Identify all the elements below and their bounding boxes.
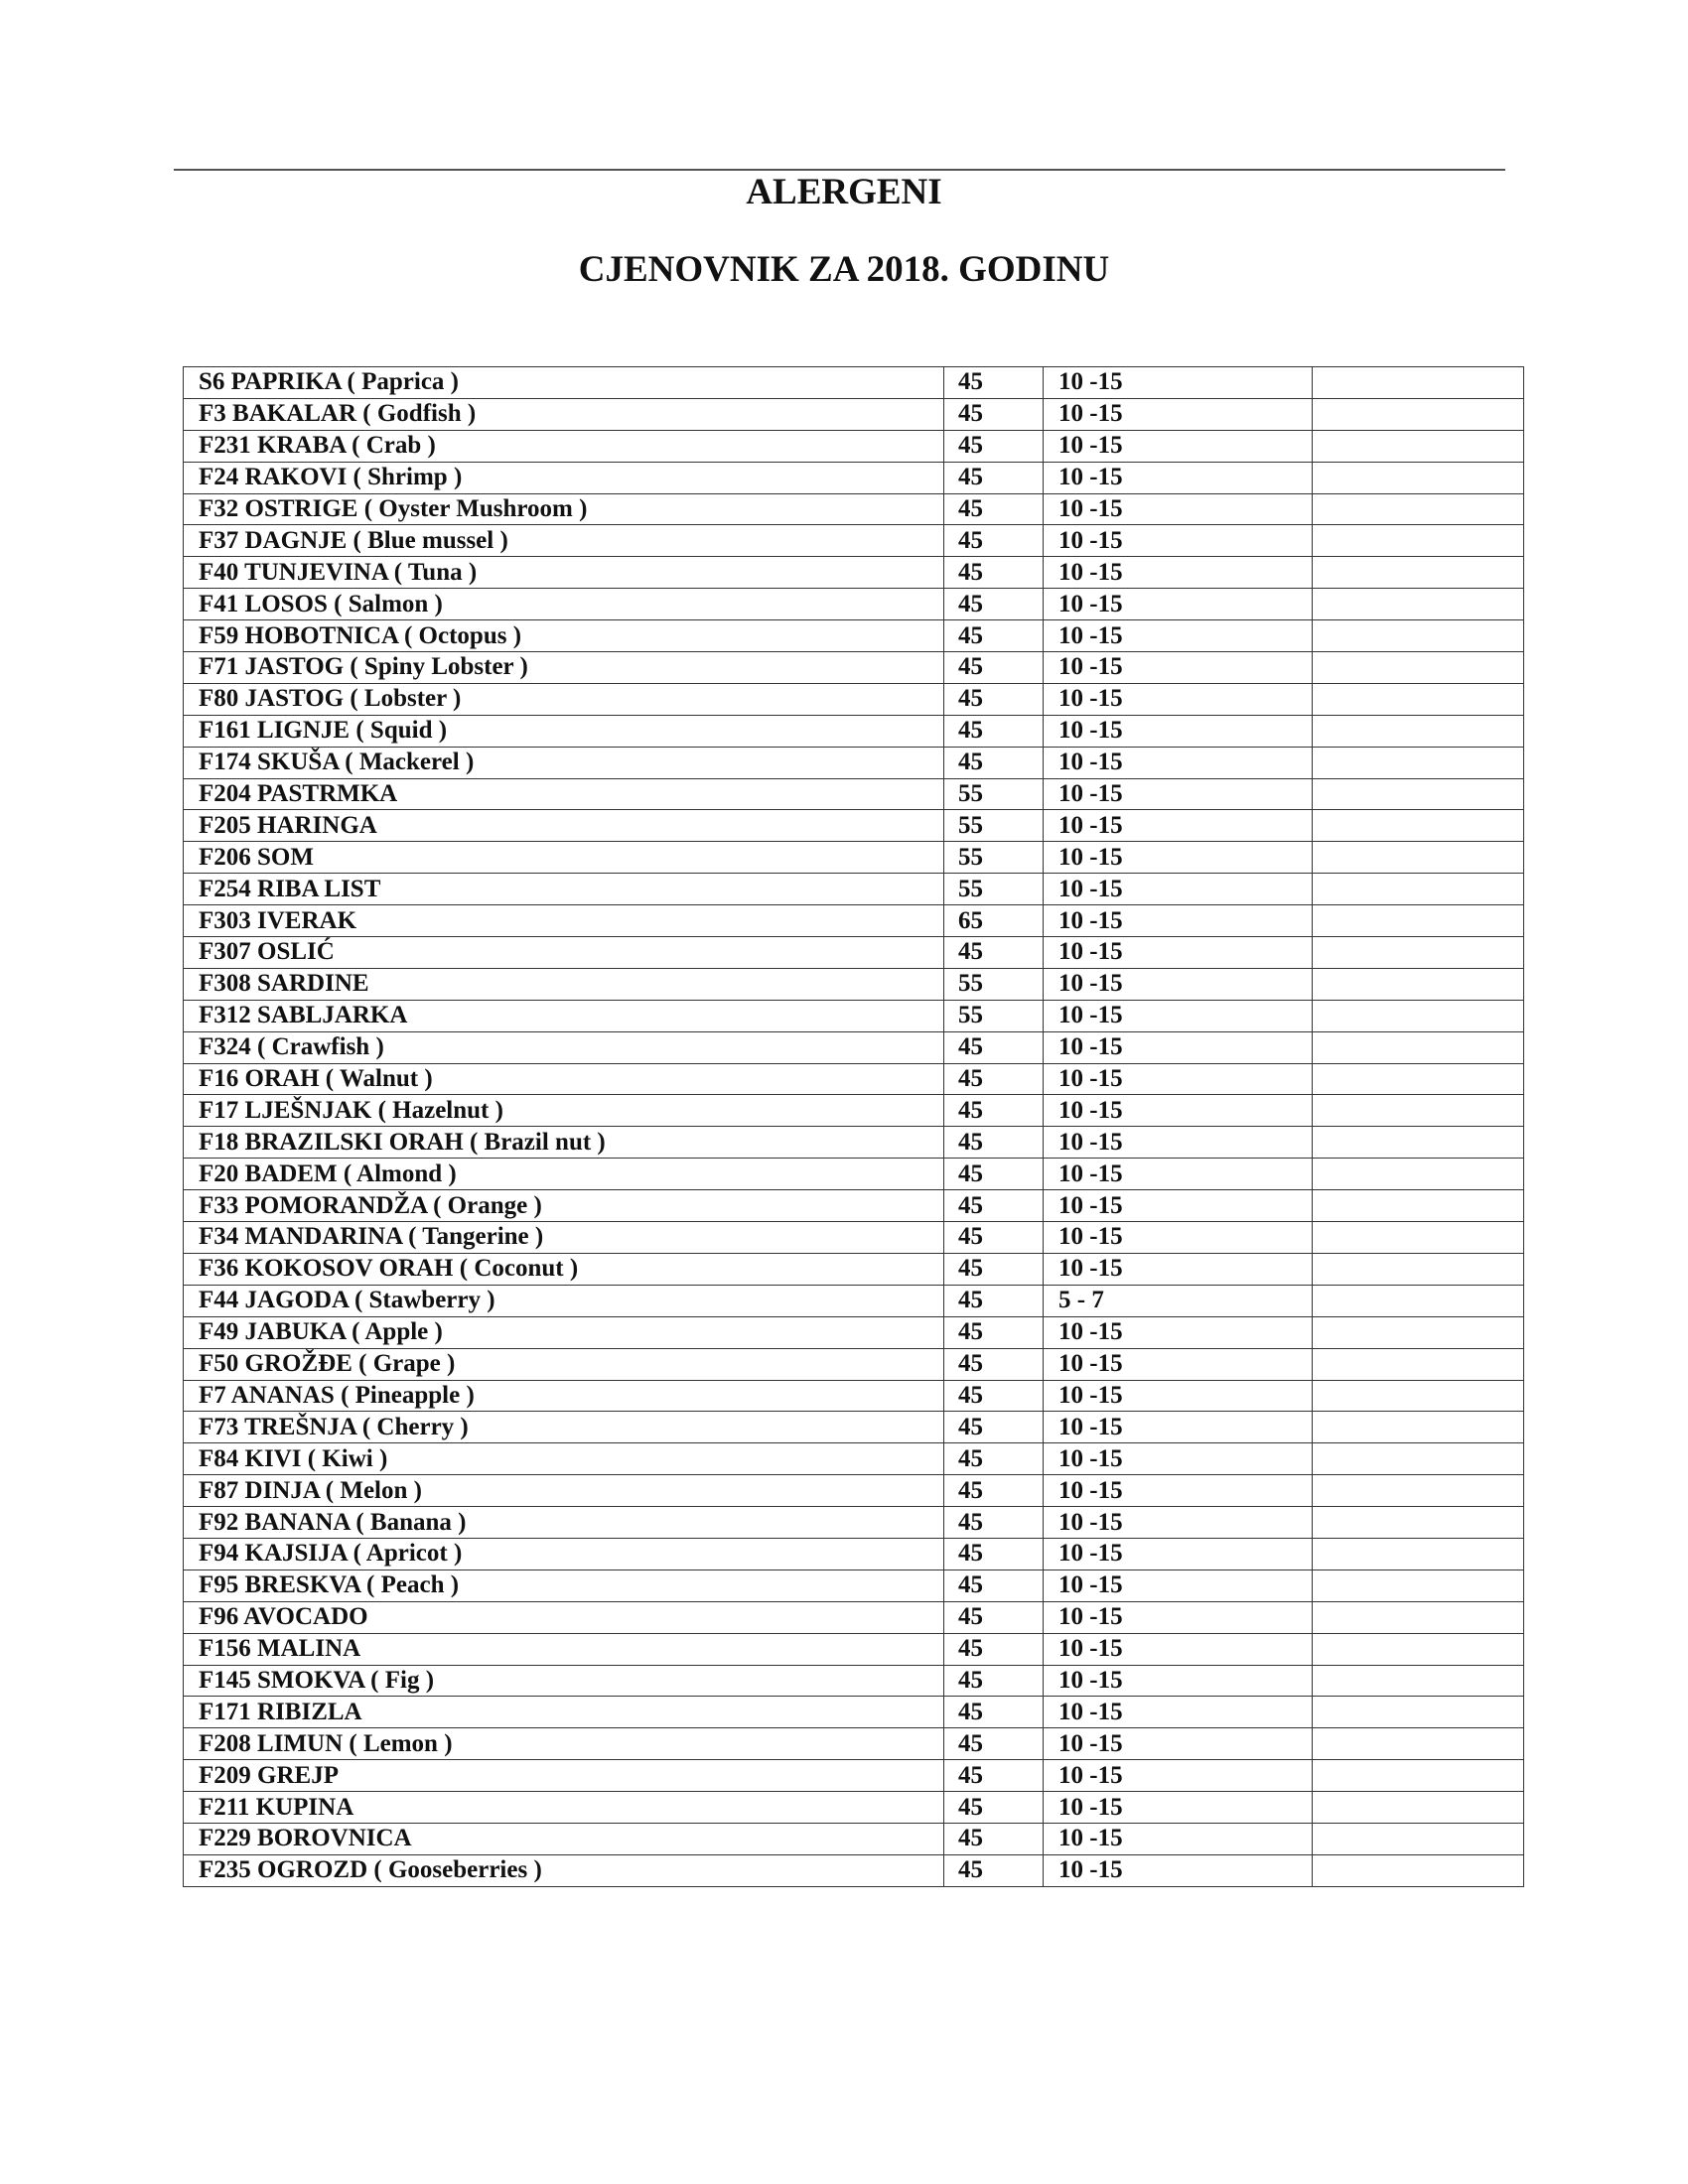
allergen-name-cell: F3 BAKALAR ( Godfish ) [184, 398, 944, 430]
range-cell: 10 -15 [1044, 1854, 1313, 1886]
price-cell: 45 [944, 1348, 1044, 1380]
price-cell: 55 [944, 874, 1044, 905]
price-cell: 45 [944, 367, 1044, 399]
allergen-name-cell: F7 ANANAS ( Pineapple ) [184, 1380, 944, 1412]
allergen-name-cell: F24 RAKOVI ( Shrimp ) [184, 462, 944, 493]
range-cell: 10 -15 [1044, 1697, 1313, 1728]
allergen-name-cell: F303 IVERAK [184, 905, 944, 937]
table-row [184, 398, 1524, 430]
price-cell: 45 [944, 652, 1044, 684]
range-cell: 10 -15 [1044, 1031, 1313, 1063]
table-row [184, 1031, 1524, 1063]
price-cell: 45 [944, 1285, 1044, 1316]
range-cell: 10 -15 [1044, 1601, 1313, 1633]
allergen-name-cell: F308 SARDINE [184, 968, 944, 1000]
note-cell [1313, 874, 1524, 905]
allergen-name-cell: F174 SKUŠA ( Mackerel ) [184, 747, 944, 778]
allergen-name-cell: F34 MANDARINA ( Tangerine ) [184, 1222, 944, 1254]
allergen-name-cell: F59 HOBOTNICA ( Octopus ) [184, 620, 944, 652]
price-cell: 45 [944, 1854, 1044, 1886]
allergen-name-cell: F20 BADEM ( Almond ) [184, 1159, 944, 1190]
allergen-name-cell: F254 RIBA LIST [184, 874, 944, 905]
note-cell [1313, 1222, 1524, 1254]
allergen-name-cell: F49 JABUKA ( Apple ) [184, 1316, 944, 1348]
note-cell [1313, 398, 1524, 430]
note-cell [1313, 683, 1524, 715]
price-cell: 45 [944, 1475, 1044, 1507]
table-row [184, 1380, 1524, 1412]
table-row [184, 1412, 1524, 1443]
range-cell: 10 -15 [1044, 557, 1313, 589]
note-cell [1313, 905, 1524, 937]
range-cell: 5 - 7 [1044, 1285, 1313, 1316]
range-cell: 10 -15 [1044, 778, 1313, 810]
note-cell [1313, 1412, 1524, 1443]
allergen-name-cell: F324 ( Crawfish ) [184, 1031, 944, 1063]
price-cell: 45 [944, 557, 1044, 589]
price-cell: 45 [944, 620, 1044, 652]
note-cell [1313, 1665, 1524, 1697]
price-cell: 45 [944, 398, 1044, 430]
note-cell [1313, 1095, 1524, 1127]
table-row [184, 652, 1524, 684]
price-cell: 45 [944, 683, 1044, 715]
price-cell: 45 [944, 1792, 1044, 1824]
table-row [184, 493, 1524, 525]
allergen-name-cell: F307 OSLIĆ [184, 937, 944, 969]
price-cell: 45 [944, 1063, 1044, 1095]
price-cell: 45 [944, 1127, 1044, 1159]
range-cell: 10 -15 [1044, 620, 1313, 652]
price-cell: 55 [944, 842, 1044, 874]
price-cell: 45 [944, 715, 1044, 747]
allergen-name-cell: F209 GREJP [184, 1760, 944, 1792]
range-cell: 10 -15 [1044, 1380, 1313, 1412]
range-cell: 10 -15 [1044, 398, 1313, 430]
table-row [184, 1253, 1524, 1285]
note-cell [1313, 620, 1524, 652]
table-row [184, 905, 1524, 937]
allergen-name-cell: F41 LOSOS ( Salmon ) [184, 589, 944, 620]
range-cell: 10 -15 [1044, 1412, 1313, 1443]
table-row [184, 747, 1524, 778]
table-row [184, 430, 1524, 462]
table-row [184, 462, 1524, 493]
range-cell: 10 -15 [1044, 747, 1313, 778]
price-cell: 45 [944, 1159, 1044, 1190]
range-cell: 10 -15 [1044, 715, 1313, 747]
allergen-name-cell: F71 JASTOG ( Spiny Lobster ) [184, 652, 944, 684]
note-cell [1313, 1570, 1524, 1601]
table-row [184, 1127, 1524, 1159]
note-cell [1313, 937, 1524, 969]
price-cell: 45 [944, 1538, 1044, 1570]
note-cell [1313, 968, 1524, 1000]
table-row [184, 620, 1524, 652]
price-cell: 55 [944, 810, 1044, 842]
note-cell [1313, 1823, 1524, 1854]
table-row [184, 1443, 1524, 1475]
note-cell [1313, 1601, 1524, 1633]
table-row [184, 1507, 1524, 1539]
table-row [184, 557, 1524, 589]
price-cell: 45 [944, 1412, 1044, 1443]
allergen-name-cell: F37 DAGNJE ( Blue mussel ) [184, 525, 944, 557]
price-cell: 45 [944, 462, 1044, 493]
range-cell: 10 -15 [1044, 1159, 1313, 1190]
price-cell: 45 [944, 1031, 1044, 1063]
note-cell [1313, 1538, 1524, 1570]
range-cell: 10 -15 [1044, 493, 1313, 525]
note-cell [1313, 462, 1524, 493]
table-row [184, 1665, 1524, 1697]
table-row [184, 1316, 1524, 1348]
note-cell [1313, 1380, 1524, 1412]
allergen-name-cell: F18 BRAZILSKI ORAH ( Brazil nut ) [184, 1127, 944, 1159]
table-row [184, 1348, 1524, 1380]
table-row [184, 715, 1524, 747]
allergen-name-cell: F92 BANANA ( Banana ) [184, 1507, 944, 1539]
range-cell: 10 -15 [1044, 874, 1313, 905]
note-cell [1313, 810, 1524, 842]
range-cell: 10 -15 [1044, 1507, 1313, 1539]
table-row [184, 1823, 1524, 1854]
range-cell: 10 -15 [1044, 1000, 1313, 1031]
table-row [184, 1190, 1524, 1222]
allergen-name-cell: F205 HARINGA [184, 810, 944, 842]
table-row [184, 589, 1524, 620]
range-cell: 10 -15 [1044, 1253, 1313, 1285]
table-row [184, 683, 1524, 715]
table-row [184, 810, 1524, 842]
allergen-name-cell: F40 TUNJEVINA ( Tuna ) [184, 557, 944, 589]
price-cell: 45 [944, 1443, 1044, 1475]
price-cell: 45 [944, 747, 1044, 778]
note-cell [1313, 1253, 1524, 1285]
price-cell: 45 [944, 1570, 1044, 1601]
table-row [184, 937, 1524, 969]
table-row [184, 1475, 1524, 1507]
range-cell: 10 -15 [1044, 430, 1313, 462]
price-cell: 45 [944, 1253, 1044, 1285]
note-cell [1313, 1348, 1524, 1380]
table-row [184, 842, 1524, 874]
range-cell: 10 -15 [1044, 1665, 1313, 1697]
allergen-name-cell: S6 PAPRIKA ( Paprica ) [184, 367, 944, 399]
range-cell: 10 -15 [1044, 1443, 1313, 1475]
note-cell [1313, 1285, 1524, 1316]
document-subtitle: CJENOVNIK ZA 2018. GODINU [578, 249, 1110, 290]
price-cell: 45 [944, 1095, 1044, 1127]
range-cell: 10 -15 [1044, 1063, 1313, 1095]
note-cell [1313, 1475, 1524, 1507]
range-cell: 10 -15 [1044, 1475, 1313, 1507]
range-cell: 10 -15 [1044, 810, 1313, 842]
allergen-price-table [183, 366, 1524, 1887]
range-cell: 10 -15 [1044, 1823, 1313, 1854]
table-row [184, 968, 1524, 1000]
price-cell: 45 [944, 937, 1044, 969]
table-row [184, 1760, 1524, 1792]
price-cell: 45 [944, 1507, 1044, 1539]
allergen-name-cell: F95 BRESKVA ( Peach ) [184, 1570, 944, 1601]
allergen-name-cell: F16 ORAH ( Walnut ) [184, 1063, 944, 1095]
allergen-name-cell: F208 LIMUN ( Lemon ) [184, 1728, 944, 1760]
price-cell: 45 [944, 1601, 1044, 1633]
range-cell: 10 -15 [1044, 652, 1313, 684]
range-cell: 10 -15 [1044, 1190, 1313, 1222]
range-cell: 10 -15 [1044, 683, 1313, 715]
table-row [184, 1538, 1524, 1570]
note-cell [1313, 493, 1524, 525]
note-cell [1313, 1760, 1524, 1792]
note-cell [1313, 525, 1524, 557]
range-cell: 10 -15 [1044, 1633, 1313, 1665]
price-cell: 45 [944, 589, 1044, 620]
table-row [184, 874, 1524, 905]
range-cell: 10 -15 [1044, 905, 1313, 937]
note-cell [1313, 1792, 1524, 1824]
allergen-name-cell: F96 AVOCADO [184, 1601, 944, 1633]
allergen-name-cell: F231 KRABA ( Crab ) [184, 430, 944, 462]
note-cell [1313, 1159, 1524, 1190]
allergen-name-cell: F204 PASTRMKA [184, 778, 944, 810]
range-cell: 10 -15 [1044, 1760, 1313, 1792]
price-cell: 45 [944, 493, 1044, 525]
price-cell: 65 [944, 905, 1044, 937]
allergen-name-cell: F235 OGROZD ( Gooseberries ) [184, 1854, 944, 1886]
range-cell: 10 -15 [1044, 1095, 1313, 1127]
price-cell: 45 [944, 1316, 1044, 1348]
table-body [184, 367, 1524, 1887]
price-cell: 45 [944, 1728, 1044, 1760]
allergen-name-cell: F44 JAGODA ( Stawberry ) [184, 1285, 944, 1316]
table-row [184, 1570, 1524, 1601]
note-cell [1313, 715, 1524, 747]
allergen-name-cell: F87 DINJA ( Melon ) [184, 1475, 944, 1507]
range-cell: 10 -15 [1044, 937, 1313, 969]
allergen-name-cell: F32 OSTRIGE ( Oyster Mushroom ) [184, 493, 944, 525]
allergen-name-cell: F156 MALINA [184, 1633, 944, 1665]
range-cell: 10 -15 [1044, 1316, 1313, 1348]
table-row [184, 1601, 1524, 1633]
range-cell: 10 -15 [1044, 842, 1313, 874]
note-cell [1313, 747, 1524, 778]
range-cell: 10 -15 [1044, 1570, 1313, 1601]
note-cell [1313, 842, 1524, 874]
allergen-name-cell: F312 SABLJARKA [184, 1000, 944, 1031]
note-cell [1313, 1443, 1524, 1475]
allergen-name-cell: F171 RIBIZLA [184, 1697, 944, 1728]
note-cell [1313, 1063, 1524, 1095]
allergen-name-cell: F80 JASTOG ( Lobster ) [184, 683, 944, 715]
price-cell: 55 [944, 968, 1044, 1000]
range-cell: 10 -15 [1044, 1348, 1313, 1380]
note-cell [1313, 367, 1524, 399]
allergen-name-cell: F17 LJEŠNJAK ( Hazelnut ) [184, 1095, 944, 1127]
allergen-name-cell: F161 LIGNJE ( Squid ) [184, 715, 944, 747]
table-row [184, 1095, 1524, 1127]
table-row [184, 1063, 1524, 1095]
price-cell: 55 [944, 778, 1044, 810]
range-cell: 10 -15 [1044, 462, 1313, 493]
allergen-name-cell: F36 KOKOSOV ORAH ( Coconut ) [184, 1253, 944, 1285]
price-cell: 45 [944, 1665, 1044, 1697]
price-cell: 45 [944, 1823, 1044, 1854]
range-cell: 10 -15 [1044, 367, 1313, 399]
table-row [184, 1159, 1524, 1190]
allergen-name-cell: F206 SOM [184, 842, 944, 874]
range-cell: 10 -15 [1044, 525, 1313, 557]
price-cell: 45 [944, 1697, 1044, 1728]
note-cell [1313, 430, 1524, 462]
allergen-name-cell: F145 SMOKVA ( Fig ) [184, 1665, 944, 1697]
note-cell [1313, 557, 1524, 589]
allergen-name-cell: F50 GROŽĐE ( Grape ) [184, 1348, 944, 1380]
price-cell: 45 [944, 1222, 1044, 1254]
note-cell [1313, 589, 1524, 620]
allergen-name-cell: F229 BOROVNICA [184, 1823, 944, 1854]
note-cell [1313, 1633, 1524, 1665]
table-row [184, 778, 1524, 810]
note-cell [1313, 1854, 1524, 1886]
price-cell: 55 [944, 1000, 1044, 1031]
allergen-name-cell: F73 TREŠNJA ( Cherry ) [184, 1412, 944, 1443]
document-title: ALERGENI [746, 172, 942, 212]
table-row [184, 1222, 1524, 1254]
allergen-name-cell: F94 KAJSIJA ( Apricot ) [184, 1538, 944, 1570]
table-row [184, 1728, 1524, 1760]
table-row [184, 1633, 1524, 1665]
note-cell [1313, 1031, 1524, 1063]
note-cell [1313, 1316, 1524, 1348]
allergen-name-cell: F211 KUPINA [184, 1792, 944, 1824]
note-cell [1313, 1697, 1524, 1728]
table-row [184, 1854, 1524, 1886]
price-cell: 45 [944, 430, 1044, 462]
range-cell: 10 -15 [1044, 1728, 1313, 1760]
price-cell: 45 [944, 1760, 1044, 1792]
note-cell [1313, 1190, 1524, 1222]
price-cell: 45 [944, 1190, 1044, 1222]
price-cell: 45 [944, 1380, 1044, 1412]
note-cell [1313, 778, 1524, 810]
range-cell: 10 -15 [1044, 589, 1313, 620]
range-cell: 10 -15 [1044, 1538, 1313, 1570]
note-cell [1313, 1728, 1524, 1760]
range-cell: 10 -15 [1044, 1792, 1313, 1824]
table-row [184, 1285, 1524, 1316]
note-cell [1313, 1127, 1524, 1159]
range-cell: 10 -15 [1044, 1127, 1313, 1159]
note-cell [1313, 1507, 1524, 1539]
table-row [184, 1000, 1524, 1031]
table-row [184, 1697, 1524, 1728]
table-row [184, 367, 1524, 399]
table-row [184, 1792, 1524, 1824]
price-cell: 45 [944, 1633, 1044, 1665]
allergen-name-cell: F84 KIVI ( Kiwi ) [184, 1443, 944, 1475]
allergen-name-cell: F33 POMORANDŽA ( Orange ) [184, 1190, 944, 1222]
note-cell [1313, 1000, 1524, 1031]
note-cell [1313, 652, 1524, 684]
price-cell: 45 [944, 525, 1044, 557]
range-cell: 10 -15 [1044, 1222, 1313, 1254]
table-row [184, 525, 1524, 557]
range-cell: 10 -15 [1044, 968, 1313, 1000]
